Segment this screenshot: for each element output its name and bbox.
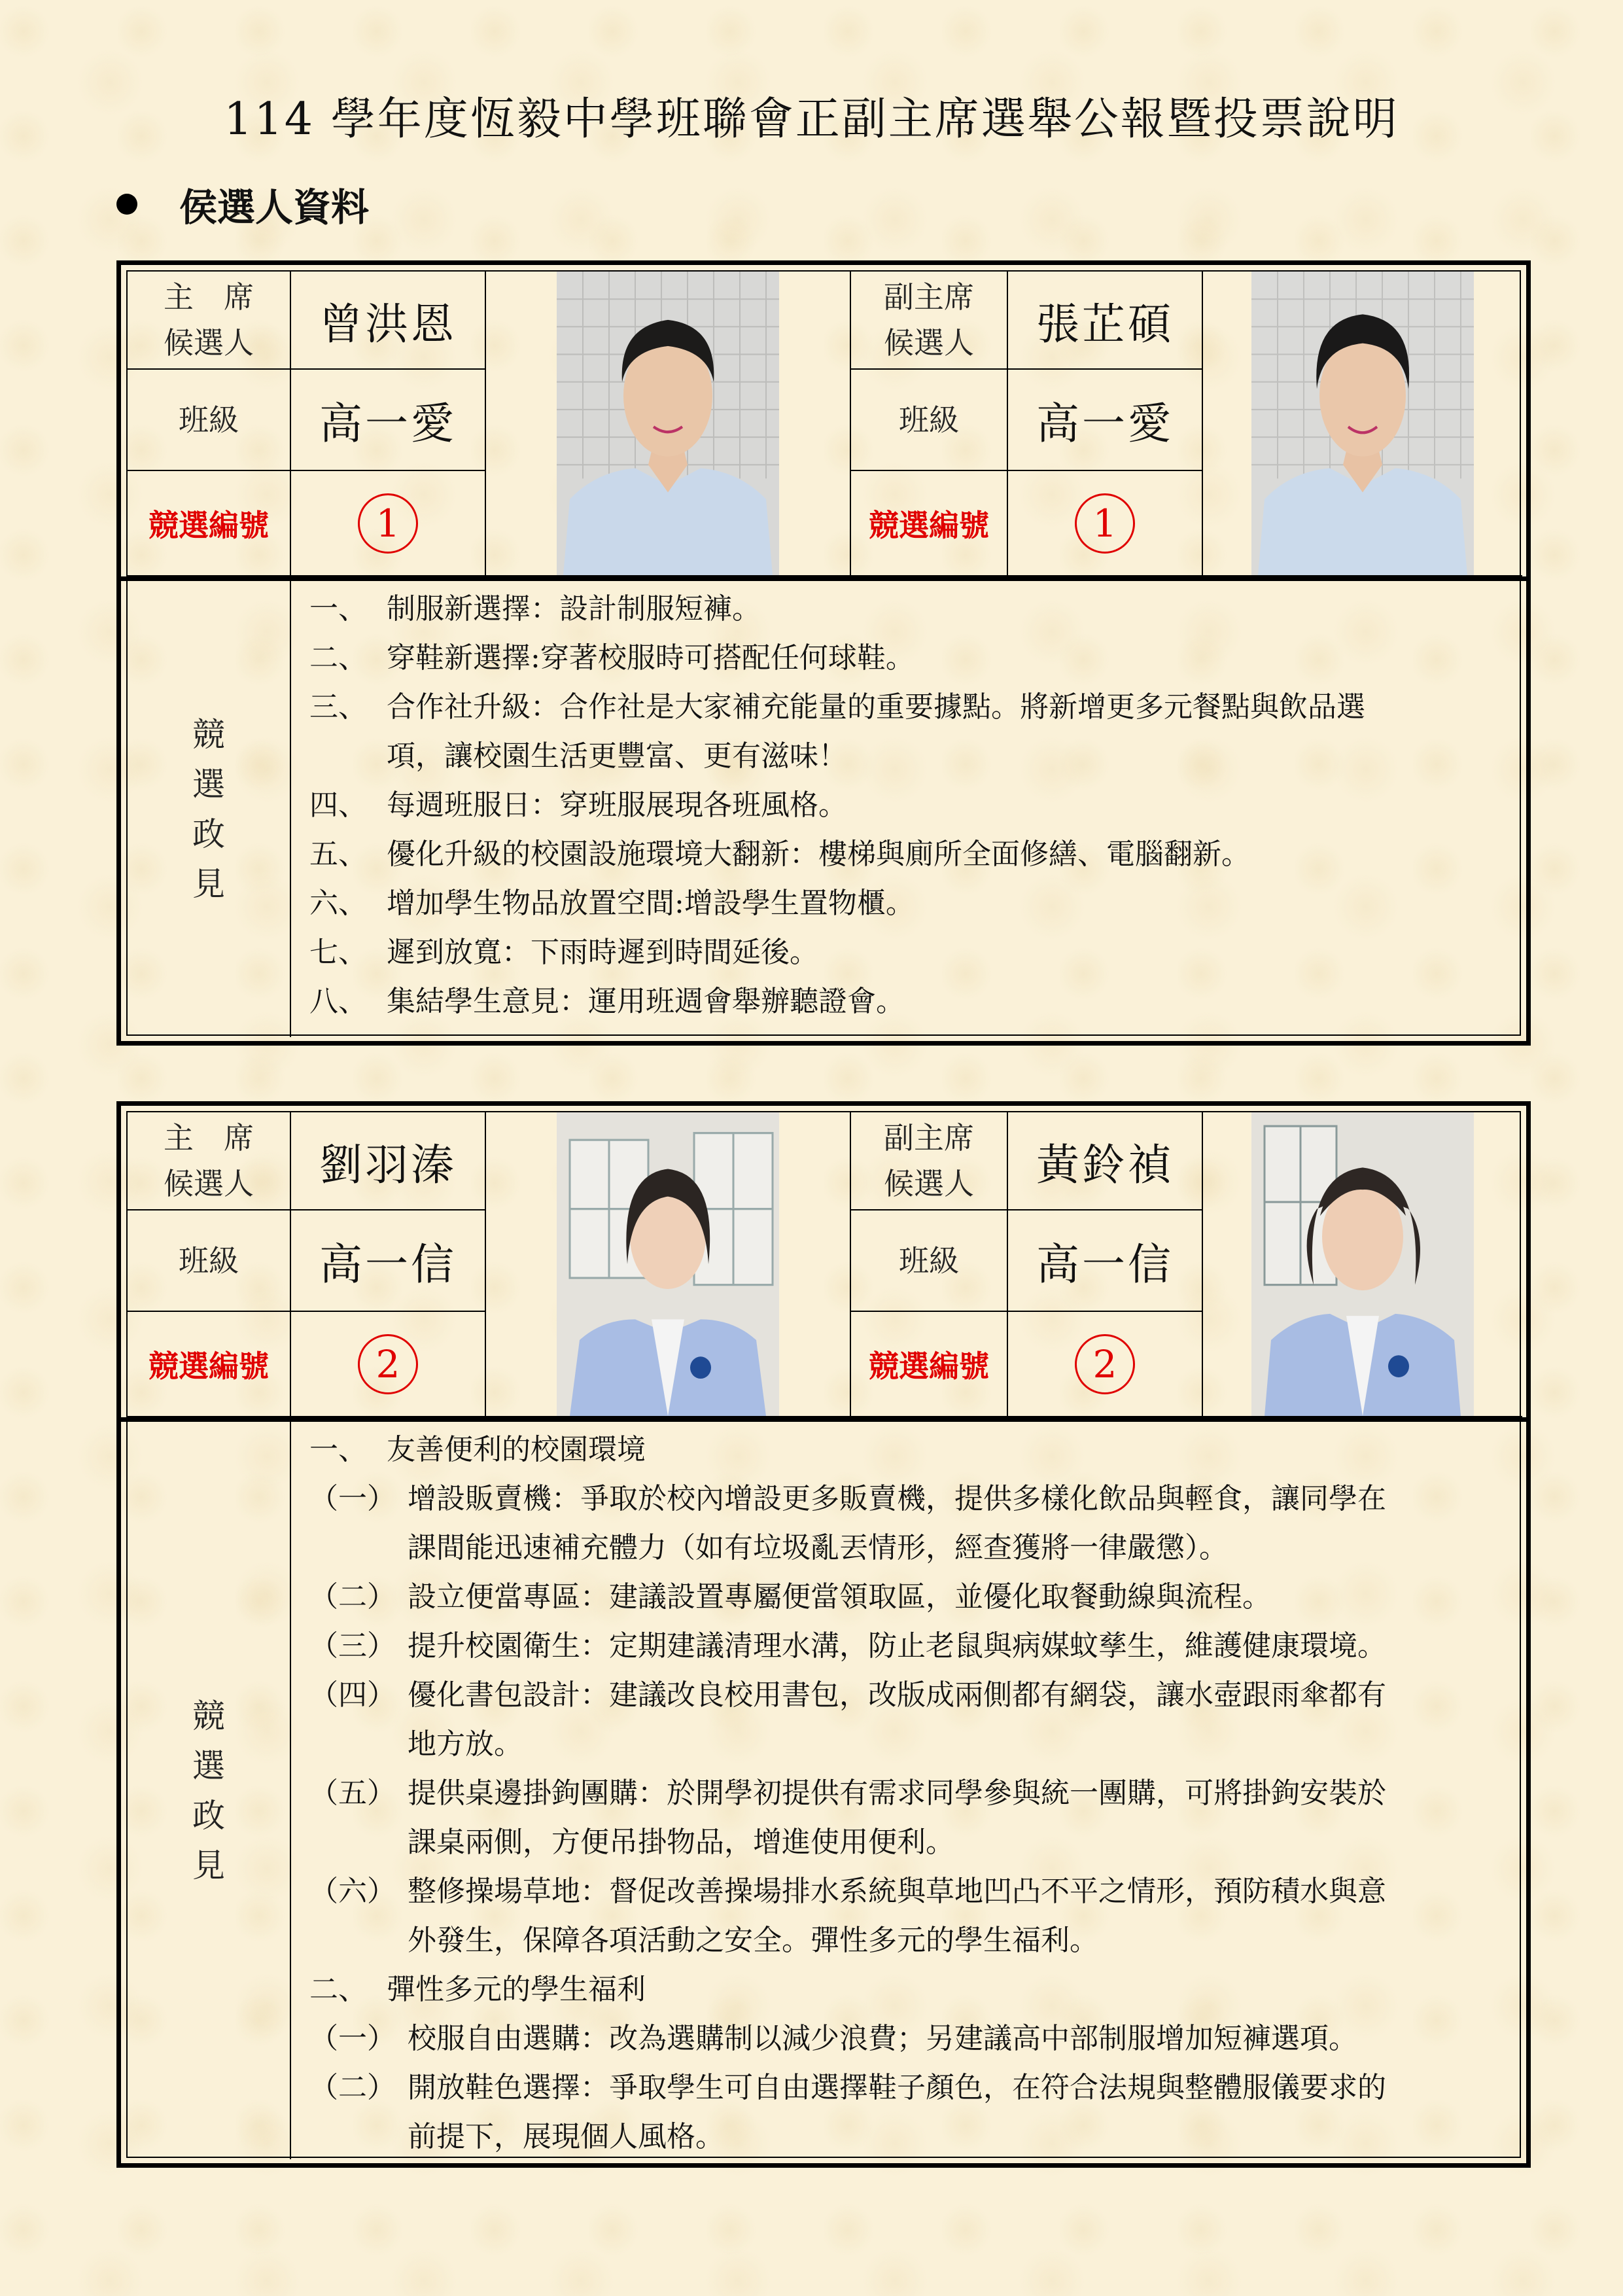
policy-item-text: 合作社升級：合作社是大家補充能量的重要據點。將新增更多元餐點與飲品選 — [387, 690, 1365, 724]
policy-item — [309, 1621, 1520, 1670]
policy-item — [309, 1720, 1520, 1769]
policy-label-char: 選 — [192, 1746, 225, 1785]
vice-number-label: 競選編號 — [869, 507, 989, 543]
chair-number-cell — [291, 471, 486, 576]
chair-label-cell — [128, 1112, 291, 1210]
vice-name: 張芷碩 — [1036, 298, 1174, 349]
policy-item-text: 穿鞋新選擇:穿著校服時可搭配任何球鞋。 — [387, 641, 915, 675]
policy-item-number: （六） — [309, 1875, 396, 1908]
policy-item-number: （一） — [309, 2022, 396, 2055]
policy-item — [309, 1572, 1520, 1621]
policy-label — [128, 1422, 291, 2159]
policy-item-text: 制服新選擇：設計制服短褲。 — [387, 592, 761, 626]
vice-label-line1: 副主席 — [884, 279, 974, 315]
chair-class-label-cell — [128, 370, 291, 471]
chair-name: 劉羽溱 — [319, 1139, 457, 1190]
policy-item — [309, 1474, 1520, 1523]
policy-item-number: 一、 — [309, 1433, 367, 1466]
vice-name-cell — [1008, 272, 1203, 370]
policy-item-text: 每週班服日：穿班服展現各班風格。 — [387, 788, 847, 822]
vice-number-label-cell — [851, 1312, 1008, 1417]
policy-item — [309, 928, 1520, 977]
policy-item — [309, 781, 1520, 830]
chair-class-label: 班級 — [179, 1243, 239, 1279]
policy-item-text: 項，讓校園生活更豐富、更有滋味！ — [387, 739, 847, 773]
vice-number-cell — [1008, 471, 1203, 576]
policy-item — [309, 1818, 1520, 1867]
policy-item-number: （四） — [309, 1678, 396, 1712]
policy-item-number: （三） — [309, 1629, 396, 1663]
vice-class-cell — [1008, 1210, 1203, 1312]
policy-item-text: 友善便利的校園環境 — [387, 1433, 646, 1466]
policy-item-text: 課間能迅速補充體力（如有垃圾亂丟情形，經查獲將一律嚴懲）。 — [408, 1531, 1228, 1564]
policy-item — [309, 879, 1520, 928]
section-label: 侯選人資料 — [179, 185, 370, 230]
vice-name-cell — [1008, 1112, 1203, 1210]
vice-class-label-cell — [851, 370, 1008, 471]
chair-name: 曾洪恩 — [319, 298, 457, 349]
policy-item — [309, 2014, 1520, 2063]
chair-photo-cell — [486, 272, 851, 576]
policy-item-text: 外發生，保障各項活動之安全。彈性多元的學生福利。 — [408, 1924, 1098, 1957]
policy-item-text: 地方放。 — [408, 1727, 523, 1761]
vice-number-label-cell — [851, 471, 1008, 576]
chair-label-line1: 主 席 — [164, 1120, 254, 1156]
policy-item-text: 開放鞋色選擇：爭取學生可自由選擇鞋子顏色，在符合法規與整體服儀要求的 — [408, 2071, 1386, 2104]
policy-item — [309, 977, 1520, 1026]
vice-class: 高一愛 — [1036, 398, 1174, 449]
vice-photo — [1251, 1112, 1474, 1416]
policy-item — [309, 584, 1520, 633]
chair-class-label-cell — [128, 1210, 291, 1312]
policy-label-char: 見 — [192, 864, 225, 903]
policy-label-char: 政 — [192, 815, 225, 853]
policy-item-number: 六、 — [309, 887, 367, 920]
policy-label-char: 見 — [192, 1846, 225, 1884]
policy-item — [309, 1769, 1520, 1818]
chair-class: 高一愛 — [319, 398, 457, 449]
policy-item-text: 提升校園衛生：定期建議清理水溝，防止老鼠與病媒蚊孳生，維護健康環境。 — [408, 1629, 1386, 1663]
chair-class-cell — [291, 1210, 486, 1312]
policy-item-text: 設立便當專區：建議設置專屬便當領取區，並優化取餐動線與流程。 — [408, 1580, 1271, 1614]
policy-item-number: 一、 — [309, 592, 367, 626]
section-heading — [116, 178, 369, 230]
policy-item-text: 彈性多元的學生福利 — [387, 1973, 646, 2006]
policy-item-number: （二） — [309, 2071, 396, 2104]
policy-item-number: 三、 — [309, 690, 367, 724]
chair-number-label-cell — [128, 1312, 291, 1417]
policy-item-text: 集結學生意見：運用班週會舉辦聽證會。 — [387, 985, 905, 1018]
policy-item — [309, 1867, 1520, 1916]
policy-item — [309, 2063, 1520, 2112]
policy-item-text: 課桌兩側，方便吊掛物品，增進使用便利。 — [408, 1826, 954, 1859]
chair-class-cell — [291, 370, 486, 471]
policy-item-number: 七、 — [309, 936, 367, 969]
chair-label-line2: 候選人 — [164, 325, 254, 361]
policy-item-text: 前提下，展現個人風格。 — [408, 2120, 724, 2153]
policy-item — [309, 633, 1520, 682]
policy-label-char: 政 — [192, 1796, 225, 1835]
policy-item — [309, 732, 1520, 781]
policy-item-text: 增設販賣機：爭取於校內增設更多販賣機，提供多樣化飲品與輕食，讓同學在 — [408, 1482, 1386, 1515]
policy-item — [309, 1523, 1520, 1572]
section-divider — [121, 1417, 1526, 1422]
policy-label — [128, 581, 291, 1037]
page-title: 114 學年度恆毅中學班聯會正副主席選舉公報暨投票說明 — [224, 94, 1399, 145]
vice-label-line2: 候選人 — [884, 1166, 974, 1201]
vice-label-cell — [851, 272, 1008, 370]
vice-photo-cell — [1203, 272, 1522, 576]
section-divider — [121, 576, 1526, 581]
policy-item — [309, 1916, 1520, 1965]
vice-class-cell — [1008, 370, 1203, 471]
policy-item-text: 校服自由選購：改為選購制以減少浪費；另建議高中部制服增加短褲選項。 — [408, 2022, 1357, 2055]
policy-list — [291, 1425, 1520, 2161]
policy-item-number: 二、 — [309, 1973, 367, 2006]
policy-item-text: 增加學生物品放置空間:增設學生置物櫃。 — [387, 887, 915, 920]
chair-label-cell — [128, 272, 291, 370]
policy-label-char: 競 — [192, 715, 225, 754]
chair-photo — [557, 1112, 779, 1416]
policy-item-text: 優化書包設計：建議改良校用書包，改版成兩側都有網袋，讓水壺跟雨傘都有 — [408, 1678, 1386, 1712]
policy-item-number: （一） — [309, 1482, 396, 1515]
vice-number-label: 競選編號 — [869, 1348, 989, 1384]
chair-label-line2: 候選人 — [164, 1166, 254, 1201]
vice-number-badge: 1 — [1075, 493, 1135, 554]
vice-class-label: 班級 — [899, 402, 959, 438]
policy-item — [309, 1965, 1520, 2014]
bullet-icon — [116, 194, 137, 215]
vice-photo-cell — [1203, 1112, 1522, 1417]
policy-item-text: 提供桌邊掛鉤團購：於開學初提供有需求同學參與統一團購，可將掛鉤安裝於 — [408, 1776, 1386, 1810]
chair-class-label: 班級 — [179, 402, 239, 438]
policy-item-number: 二、 — [309, 641, 367, 675]
vice-class-label-cell — [851, 1210, 1008, 1312]
policy-item — [309, 1670, 1520, 1720]
vice-number-badge: 2 — [1075, 1334, 1135, 1394]
policy-item-text: 遲到放寬：下雨時遲到時間延後。 — [387, 936, 818, 969]
policy-list — [291, 584, 1520, 1026]
chair-number-label: 競選編號 — [148, 1348, 269, 1384]
chair-number-label: 競選編號 — [148, 507, 269, 543]
policy-item-number: 四、 — [309, 788, 367, 822]
chair-number-label-cell — [128, 471, 291, 576]
vice-label-line1: 副主席 — [884, 1120, 974, 1156]
vice-photo — [1251, 272, 1474, 575]
chair-class: 高一信 — [319, 1239, 457, 1290]
policy-item-number: 八、 — [309, 985, 367, 1018]
policy-label-char: 選 — [192, 765, 225, 804]
chair-photo — [557, 272, 779, 575]
policy-item-text: 優化升級的校園設施環境大翻新：樓梯與廁所全面修繕、電腦翻新。 — [387, 838, 1250, 871]
candidate-table-1 — [116, 260, 1531, 1046]
vice-class-label: 班級 — [899, 1243, 959, 1279]
chair-label-line1: 主 席 — [164, 279, 254, 315]
vice-number-cell — [1008, 1312, 1203, 1417]
policy-item — [309, 1425, 1520, 1474]
policy-item — [309, 830, 1520, 879]
vice-label-line2: 候選人 — [884, 325, 974, 361]
chair-number-badge: 2 — [358, 1334, 418, 1394]
policy-label-char: 競 — [192, 1697, 225, 1735]
policy-item — [309, 682, 1520, 732]
policy-item-number: 五、 — [309, 838, 367, 871]
vice-label-cell — [851, 1112, 1008, 1210]
policy-item-text: 整修操場草地：督促改善操場排水系統與草地凹凸不平之情形，預防積水與意 — [408, 1875, 1386, 1908]
policy-item — [309, 2112, 1520, 2161]
vice-class: 高一信 — [1036, 1239, 1174, 1290]
chair-photo-cell — [486, 1112, 851, 1417]
vice-name: 黃鈴禎 — [1036, 1139, 1174, 1190]
chair-name-cell — [291, 1112, 486, 1210]
chair-name-cell — [291, 272, 486, 370]
candidate-table-2 — [116, 1101, 1531, 2168]
chair-number-badge: 1 — [358, 493, 418, 554]
policy-item-number: （五） — [309, 1776, 396, 1810]
chair-number-cell — [291, 1312, 486, 1417]
policy-item-number: （二） — [309, 1580, 396, 1614]
